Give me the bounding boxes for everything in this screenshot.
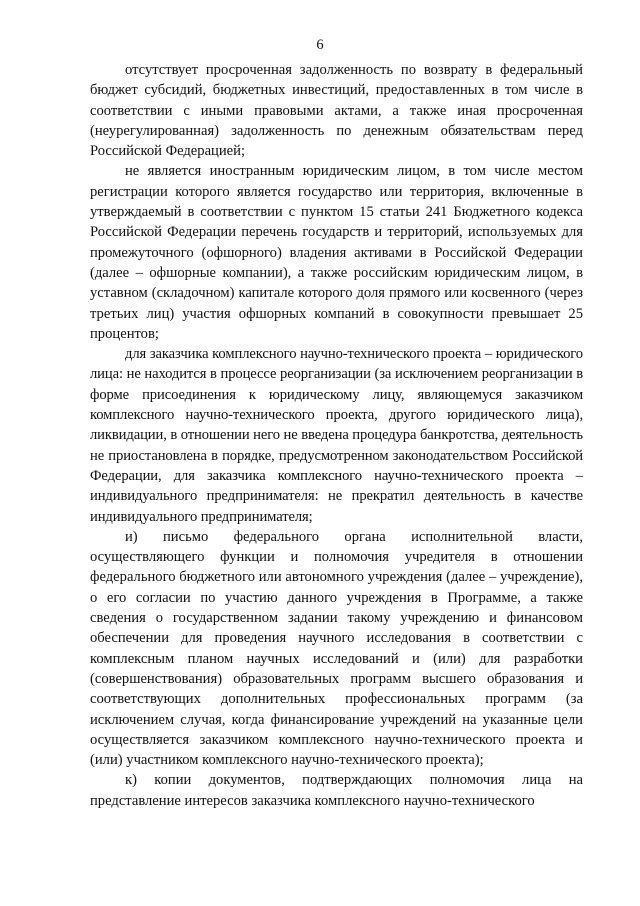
document-body [90,60,583,811]
paragraph-not-in-reorganization: для заказчика комплексного научно-технического проекта – юридического лица: не находится в процессе реорганизации (за исключением реорганизации в форме присоединения к юридическому лицу, являющемуся заказчиком комплексного научно-технического проекта, другого юридического лица), ликвидации, в отношении него не введена процедура банкротства, деятельность не приостановлена в порядке, предусмотренном законодательством Российской Федерации, для заказчика комплексного научно-технического проекта – индивидуального предпринимателя: не прекратил деятельность в качестве индивидуального предпринимателя; [90,346,583,525]
paragraph-item-i-letter: и) письмо федерального органа исполнительной власти, осуществляющего функции и полномочия учредителя в отношении федерального бюджетного или автономного учреждения (далее – учреждение), о его согласии по участию данного учреждения в Программе, а также сведения о государственном задании такому учреждению и финансовом обеспечении для проведения научного исследования в соответствии с комплексным планом научных исследований и (или) для разработки (совершенствования) образовательных программ высшего образования и соответствующих дополнительных профессиональных программ (за исключением случая, когда финансирование учреждений на указанные цели осуществляется заказчиком комплексного научно-технического проекта и (или) участником комплексного научно-технического проекта); [90,528,583,769]
paragraph-not-foreign-entity: не является иностранным юридическим лицом, в том числе местом регистрации которого является государство или территория, включенные в утверждаемый в соответствии с пунктом 15 статьи 241 Бюджетного кодекса Российской Федерации перечень государств и территорий, используемых для промежуточного (офшорного) владения активами в Российской Федерации (далее – офшорные компании), а также российским юридическим лицом, в уставном (складочном) капитале которого доля прямого или косвенного (через третьих лиц) участия офшорных компаний в совокупности превышает 25 процентов; [90,163,583,342]
paragraph-item-k-copies: к) копии документов, подтверждающих полномочия лица на представление интересов заказчика комплексного научно-технического [90,772,583,809]
paragraph-no-overdue-debt: отсутствует просроченная задолженность по возврату в федеральный бюджет субсидий, бюджетных инвестиций, предоставленных в том числе в соответствии с иными правовыми актами, а также иная просроченная (неурегулированная) задолженность по денежным обязательствам перед Российской Федерацией; [90,62,583,160]
page-number: 6 [316,37,324,53]
